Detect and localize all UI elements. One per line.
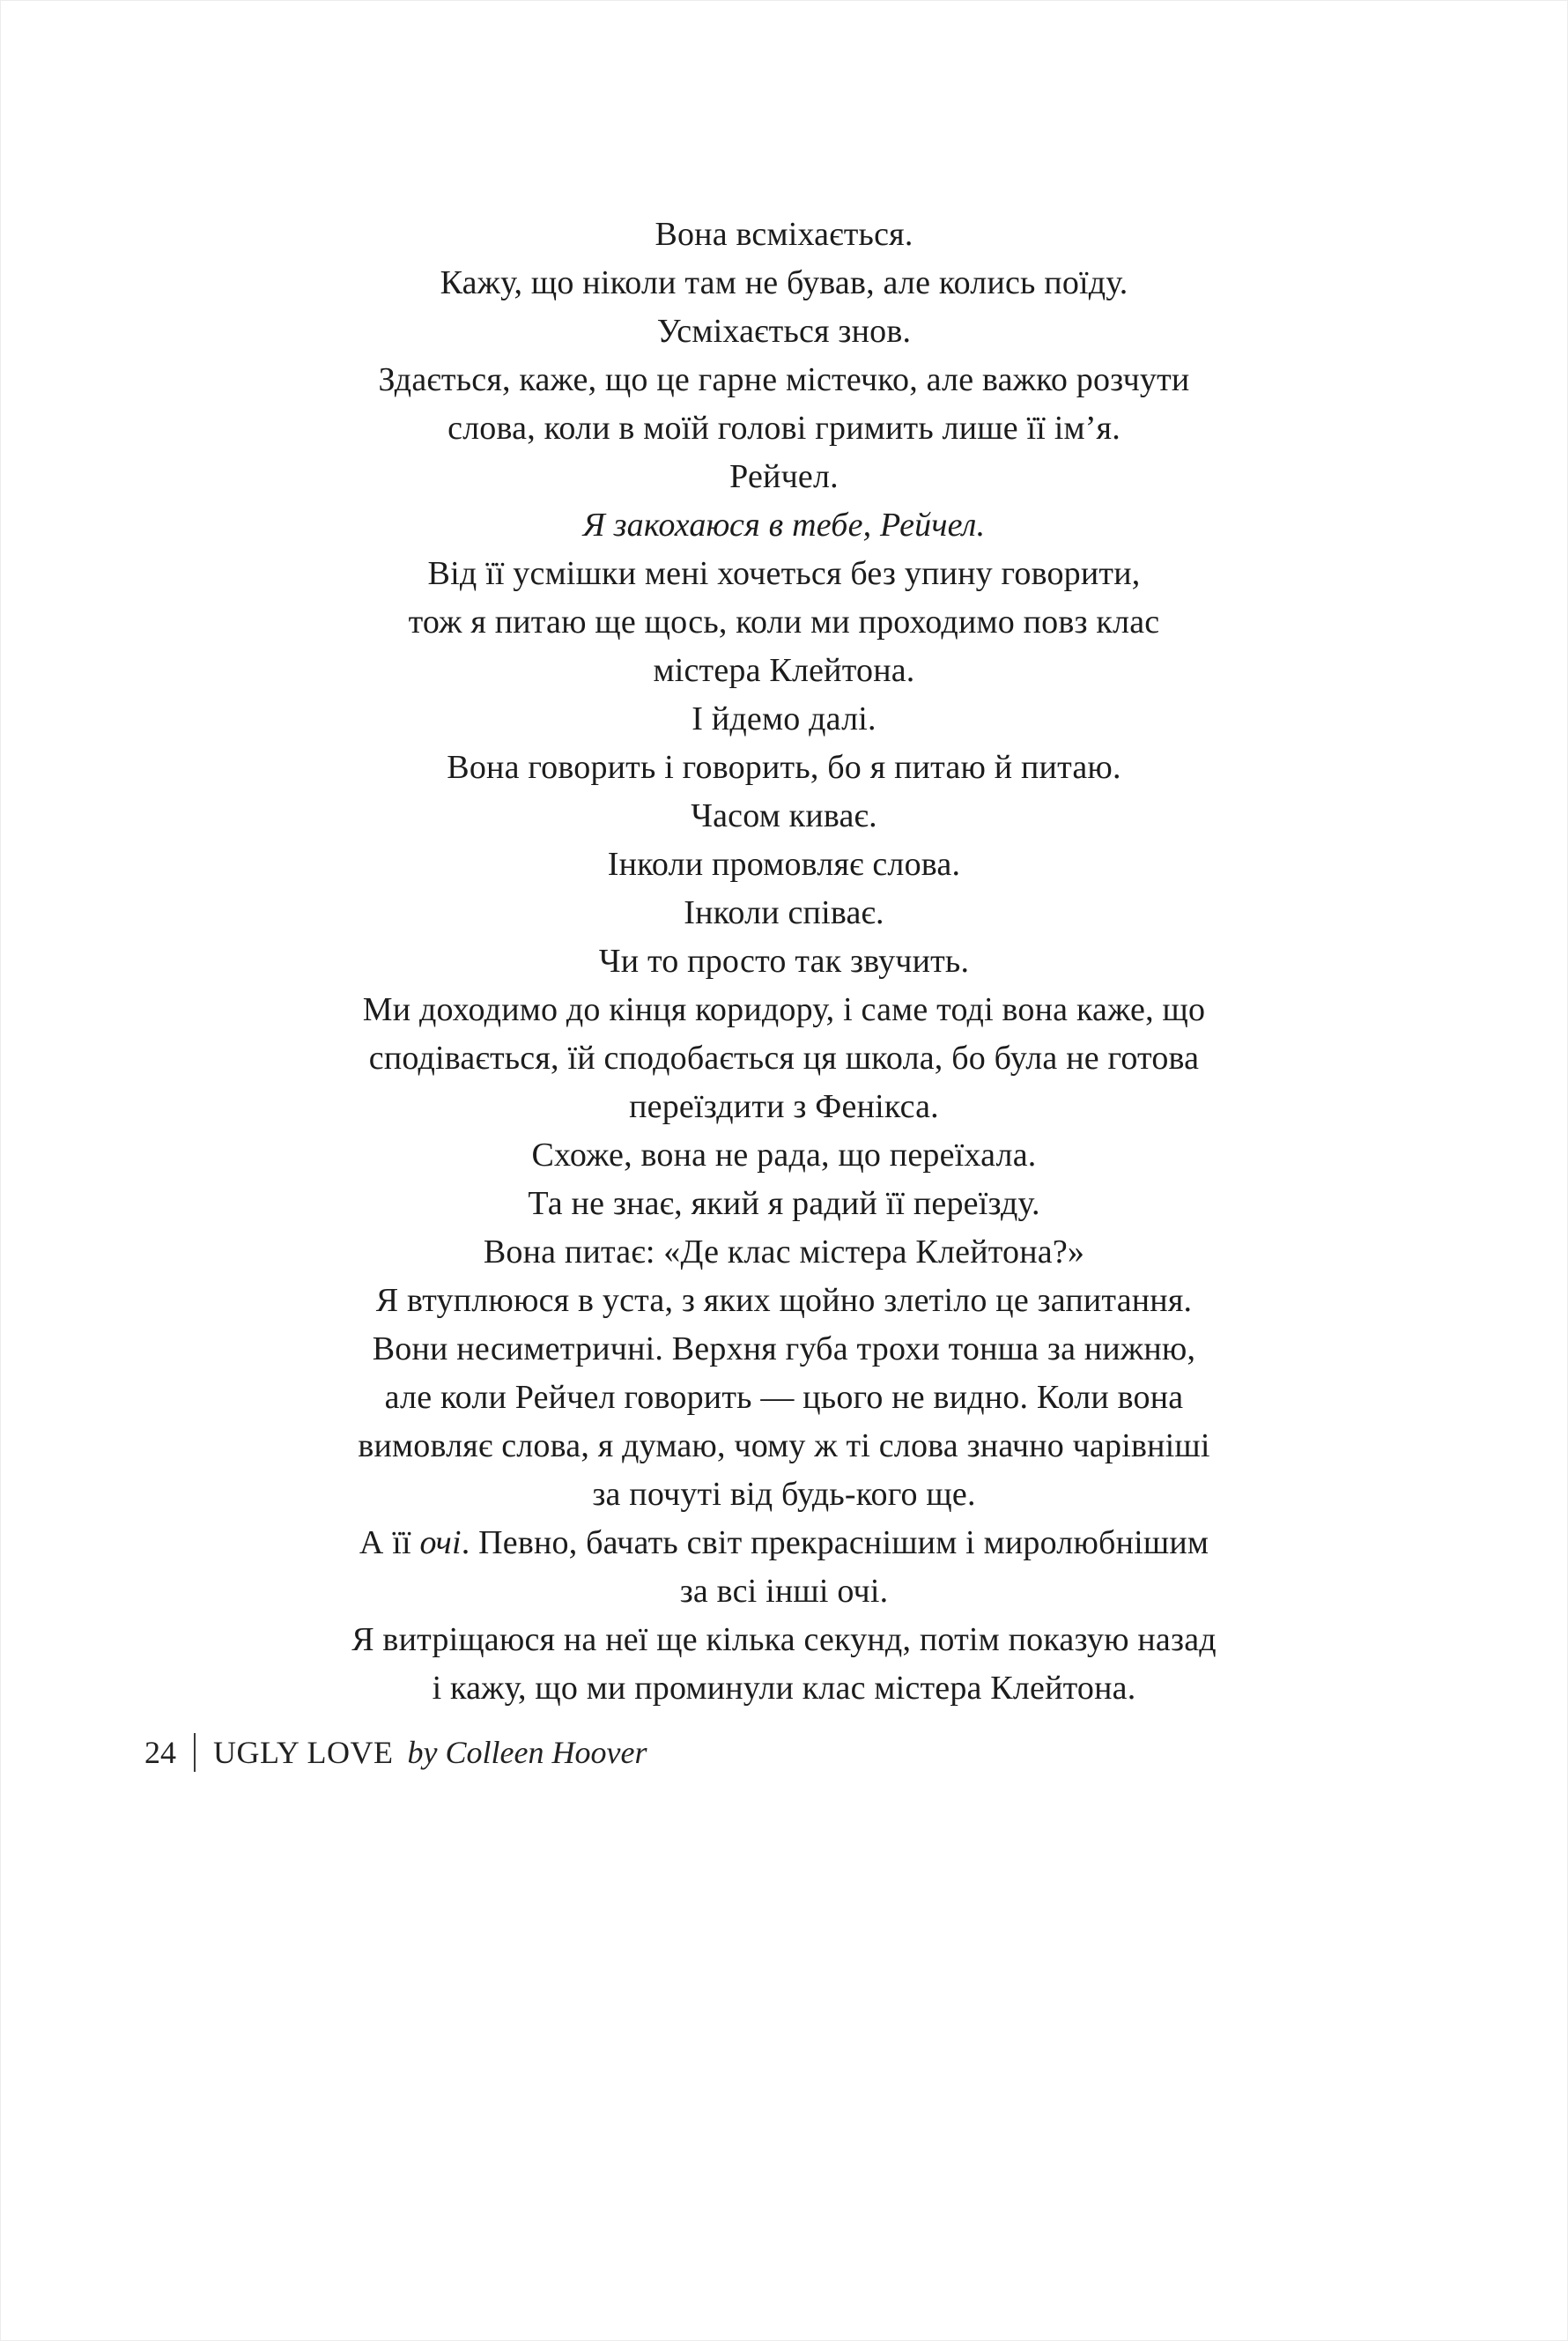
text-line bbox=[97, 501, 1471, 550]
text-line bbox=[97, 1180, 1471, 1228]
text-segment: тож я питаю ще щось, коли ми проходимо повз клас bbox=[408, 604, 1160, 641]
text-line bbox=[97, 1616, 1471, 1664]
text-segment: Здається, каже, що це гарне містечко, але важко розчути bbox=[378, 361, 1190, 398]
text-segment: містера Клейтона. bbox=[653, 652, 915, 689]
author-credit: by Colleen Hoover bbox=[407, 1735, 647, 1770]
text-line bbox=[97, 792, 1471, 841]
text-line bbox=[97, 889, 1471, 937]
text-line bbox=[97, 1131, 1471, 1180]
text-segment: вимовляє слова, я думаю, чому ж ті слова значно чарівніші bbox=[358, 1427, 1210, 1464]
text-line bbox=[97, 453, 1471, 501]
text-line bbox=[97, 1519, 1471, 1567]
text-line bbox=[97, 986, 1471, 1034]
text-segment: сподівається, їй сподобається ця школа, бо була не готова bbox=[368, 1040, 1200, 1077]
page-footer bbox=[144, 1733, 647, 1772]
text-segment-italic: очі bbox=[419, 1524, 462, 1561]
text-segment: Інколи співає. bbox=[684, 894, 884, 931]
text-segment: за почуті від будь-кого ще. bbox=[592, 1476, 976, 1513]
text-segment: переїздити з Фенікса. bbox=[629, 1088, 939, 1125]
text-segment: А її bbox=[359, 1524, 420, 1561]
text-line bbox=[97, 647, 1471, 695]
text-line bbox=[97, 1277, 1471, 1325]
text-segment: за всі інші очі. bbox=[679, 1573, 889, 1610]
text-segment: але коли Рейчел говорить — цього не видно. Коли вона bbox=[384, 1379, 1184, 1416]
text-segment: Я втуплююся в уста, з яких щойно злетіло це запитання. bbox=[375, 1282, 1193, 1319]
text-segment: . Певно, бачать світ прекраснішим і миролюбнішим bbox=[461, 1524, 1209, 1561]
text-line bbox=[97, 1034, 1471, 1083]
text-line bbox=[97, 937, 1471, 986]
text-line bbox=[97, 1325, 1471, 1374]
text-line bbox=[97, 1228, 1471, 1277]
text-line bbox=[97, 1567, 1471, 1616]
text-line bbox=[97, 1664, 1471, 1713]
text-line bbox=[97, 356, 1471, 404]
text-line bbox=[97, 744, 1471, 792]
text-line bbox=[97, 841, 1471, 889]
text-segment: Схоже, вона не рада, що переїхала. bbox=[531, 1137, 1037, 1174]
text-line bbox=[97, 1083, 1471, 1131]
text-line bbox=[97, 1422, 1471, 1471]
book-title: UGLY LOVE bbox=[213, 1735, 394, 1770]
text-segment: Чи то просто так звучить. bbox=[598, 943, 970, 980]
text-segment: Та не знає, який я радий її переїзду. bbox=[528, 1185, 1040, 1222]
book-page bbox=[1, 1, 1567, 2340]
text-line bbox=[97, 404, 1471, 453]
text-segment: Кажу, що ніколи там не бував, але колись поїду. bbox=[440, 264, 1128, 301]
text-segment: Ми доходимо до кінця коридору, і саме тоді вона каже, що bbox=[362, 991, 1206, 1028]
text-segment: Вона всміхається. bbox=[655, 216, 913, 253]
page-number: 24 bbox=[144, 1735, 176, 1770]
text-line bbox=[97, 550, 1471, 598]
text-block bbox=[97, 1, 1471, 1713]
text-segment: Вони несиметричні. Верхня губа трохи тонша за нижню, bbox=[372, 1330, 1196, 1367]
footer-divider bbox=[194, 1733, 196, 1772]
text-segment: Інколи промовляє слова. bbox=[607, 846, 961, 883]
text-segment: Рейчел. bbox=[729, 458, 839, 495]
text-line bbox=[97, 259, 1471, 307]
text-segment: Вона говорить і говорить, бо я питаю й питаю. bbox=[447, 749, 1121, 786]
text-segment: Я витріщаюся на неї ще кілька секунд, потім показую назад bbox=[351, 1621, 1217, 1658]
text-segment: слова, коли в моїй голові гримить лише її ім’я. bbox=[447, 410, 1121, 447]
text-segment: І йдемо далі. bbox=[692, 700, 876, 737]
text-segment: Вона питає: «Де клас містера Клейтона?» bbox=[483, 1233, 1085, 1271]
text-segment-italic: Я закохаюся в тебе, Рейчел. bbox=[582, 507, 986, 544]
text-line bbox=[97, 695, 1471, 744]
text-segment: Часом киває. bbox=[691, 797, 877, 834]
text-segment: Від її усмішки мені хочеться без упину говорити, bbox=[427, 555, 1141, 592]
text-line bbox=[97, 1471, 1471, 1519]
text-line bbox=[97, 307, 1471, 356]
text-line bbox=[97, 211, 1471, 259]
text-segment: і кажу, що ми проминули клас містера Клейтона. bbox=[432, 1670, 1136, 1707]
text-segment: Усміхається знов. bbox=[656, 313, 912, 350]
text-line bbox=[97, 1374, 1471, 1422]
text-line bbox=[97, 598, 1471, 647]
